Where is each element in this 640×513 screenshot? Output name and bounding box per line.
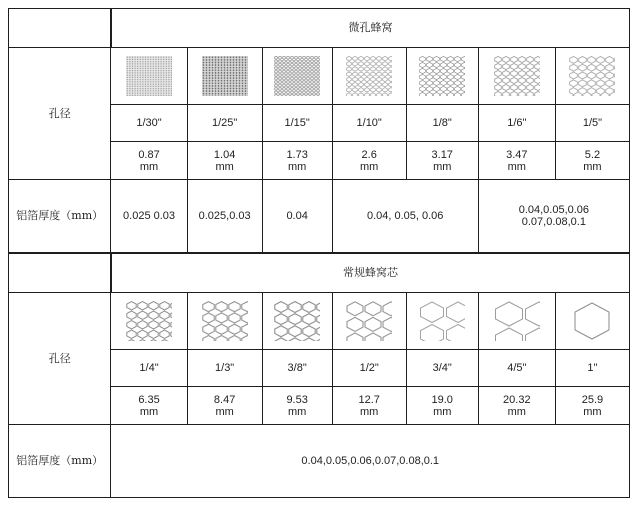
section1-title: 微孔蜂窝 [111, 9, 630, 48]
hex-cell-swatch [274, 301, 320, 341]
size-mm-cell [187, 142, 262, 180]
corner-cell [9, 253, 111, 293]
hex-cell-swatch [569, 301, 615, 341]
swatch-cell [406, 293, 478, 350]
size-inch-cell: 1/30" [111, 105, 187, 142]
section2-foil-label: 铝箔厚度（mm） [9, 425, 111, 498]
size-inch-cell: 1/4" [111, 350, 187, 387]
section1-foil-row [9, 180, 630, 254]
foil-thickness-cell: 0.025,0.03 [187, 180, 262, 254]
swatch-cell [187, 293, 262, 350]
hex-cell-swatch [494, 301, 540, 341]
mm-unit: mm [507, 405, 526, 418]
mm-unit: mm [287, 160, 307, 173]
size-inch-cell: 1/15" [262, 105, 332, 142]
size-mm-cell [262, 387, 332, 425]
mm-value: 0.87 [138, 148, 160, 161]
size-inch-cell: 1" [555, 350, 629, 387]
size-mm-cell [406, 387, 478, 425]
mm-unit: mm [583, 405, 602, 418]
swatch-cell [111, 293, 187, 350]
mm-unit: mm [433, 405, 452, 418]
size-mm-cell [332, 387, 406, 425]
mm-value: 25.9 [581, 393, 604, 406]
size-mm-cell [406, 142, 478, 180]
mm-value: 2.6 [361, 148, 377, 161]
size-inch-cell: 3/4" [406, 350, 478, 387]
swatch-cell [555, 293, 629, 350]
mm-unit: mm [583, 160, 602, 173]
medium-hex-swatch [494, 56, 540, 96]
hex-cell-swatch [126, 301, 172, 341]
mm-unit: mm [139, 405, 159, 418]
foil-thickness-cell: 0.025 0.03 [111, 180, 187, 254]
swatch-cell [187, 48, 262, 105]
small-hex-swatch [419, 56, 465, 96]
mm-value: 19.0 [431, 393, 453, 406]
foil-thickness-cell: 0.04,0.05,0.06,0.07,0.08,0.1 [111, 425, 630, 498]
hex-cell-swatch [346, 301, 392, 341]
mm-unit: mm [139, 160, 159, 173]
swatch-cell [478, 293, 555, 350]
mm-unit: mm [360, 160, 379, 173]
dense-hex-swatch [202, 56, 248, 96]
mm-value: 20.32 [503, 393, 531, 406]
mm-unit: mm [507, 160, 526, 173]
size-inch-cell: 1/2" [332, 350, 406, 387]
mm-unit: mm [215, 160, 234, 173]
mm-value: 8.47 [213, 393, 236, 406]
swatch-cell [555, 48, 629, 105]
size-mm-cell [555, 142, 629, 180]
section2-title: 常规蜂窝芯 [111, 253, 630, 293]
foil-thickness-cell: 0.04 [262, 180, 332, 254]
medium-hex-swatch [569, 56, 615, 96]
fine-hex-swatch [274, 56, 320, 96]
swatch-cell [262, 293, 332, 350]
size-inch-cell: 1/8" [406, 105, 478, 142]
size-inch-cell: 4/5" [478, 350, 555, 387]
size-mm-cell [111, 142, 187, 180]
honeycomb-spec-table [8, 8, 630, 498]
section1-aperture-label: 孔径 [9, 48, 111, 180]
swatch-cell [332, 293, 406, 350]
mm-value: 3.17 [431, 148, 453, 161]
mm-value: 9.53 [286, 393, 308, 406]
size-inch-cell: 1/5" [555, 105, 629, 142]
swatch-cell [111, 48, 187, 105]
section2-swatch-row [9, 293, 630, 350]
section1-foil-label: 铝箔厚度（mm） [9, 180, 111, 254]
mm-value: 6.35 [138, 393, 160, 406]
size-mm-cell [111, 387, 187, 425]
mm-value: 1.73 [286, 148, 308, 161]
hex-cell-swatch [419, 301, 465, 341]
mm-unit: mm [287, 405, 307, 418]
corner-cell [9, 9, 111, 48]
section2-foil-row [9, 425, 630, 498]
size-inch-cell: 3/8" [262, 350, 332, 387]
section1-swatch-row [9, 48, 630, 105]
small-hex-swatch [346, 56, 392, 96]
mm-value: 5.2 [584, 148, 601, 161]
size-mm-cell [187, 387, 262, 425]
foil-thickness-line: 0.07,0.08,0.1 [521, 216, 586, 228]
foil-thickness-cell: 0.04, 0.05, 0.06 [332, 180, 478, 254]
swatch-cell [406, 48, 478, 105]
mm-unit: mm [360, 405, 379, 418]
size-inch-cell: 1/25" [187, 105, 262, 142]
section2-aperture-label: 孔径 [9, 293, 111, 425]
mm-unit: mm [215, 405, 234, 418]
foil-thickness-cell [478, 180, 629, 254]
section1-header-row [9, 9, 630, 48]
swatch-cell [332, 48, 406, 105]
hex-cell-swatch [202, 301, 248, 341]
mm-value: 1.04 [213, 148, 236, 161]
mm-unit: mm [433, 160, 452, 173]
mm-value: 12.7 [358, 393, 380, 406]
dense-hex-swatch [126, 56, 172, 96]
size-mm-cell [555, 387, 629, 425]
size-inch-cell: 1/3" [187, 350, 262, 387]
mm-value: 3.47 [506, 148, 528, 161]
size-inch-cell: 1/10" [332, 105, 406, 142]
size-mm-cell [332, 142, 406, 180]
section2-header-row [9, 253, 630, 293]
foil-thickness-line: 0.04,0.05,0.06 [518, 204, 590, 216]
size-mm-cell [478, 142, 555, 180]
size-mm-cell [262, 142, 332, 180]
swatch-cell [262, 48, 332, 105]
size-mm-cell [478, 387, 555, 425]
size-inch-cell: 1/6" [478, 105, 555, 142]
swatch-cell [478, 48, 555, 105]
